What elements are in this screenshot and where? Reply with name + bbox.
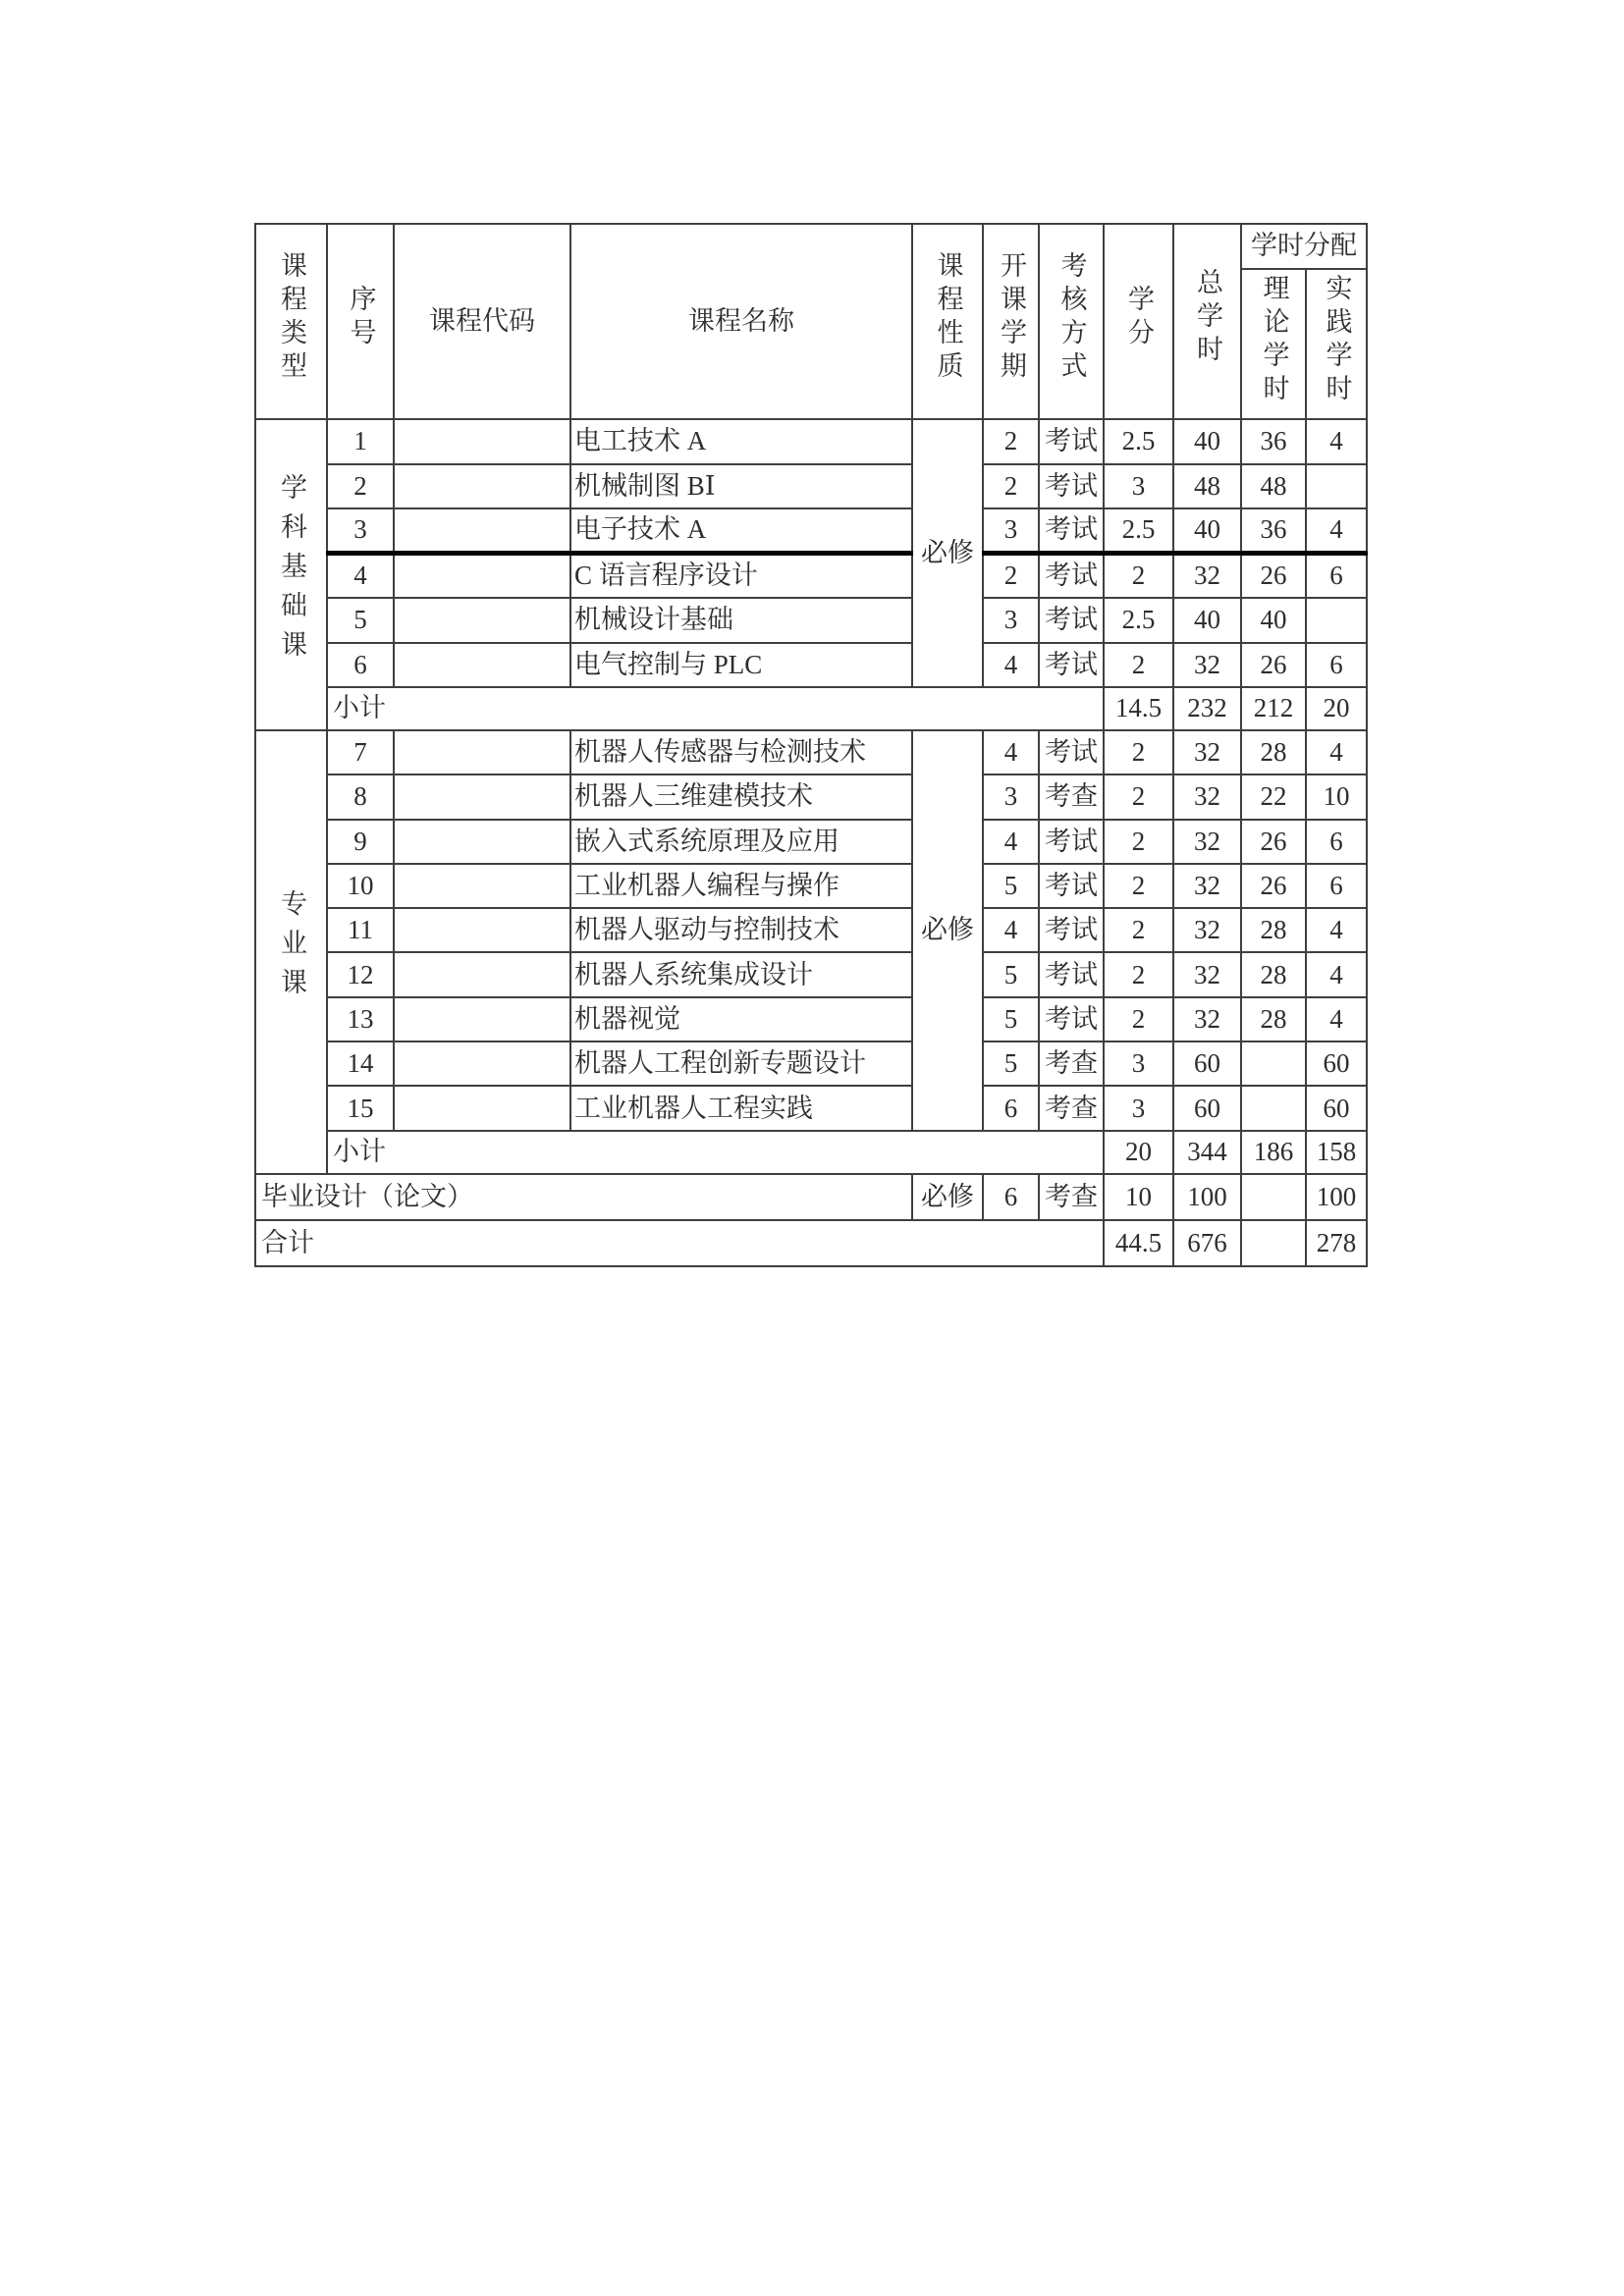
theory-cell [1241,1174,1306,1220]
course-row [255,997,1367,1041]
semester-cell: 3 [983,774,1039,819]
category-cell [255,730,327,1174]
total-cell: 48 [1173,464,1241,509]
semester-cell: 3 [983,508,1039,554]
practice-cell: 6 [1306,820,1367,864]
seq-cell: 9 [327,820,394,864]
credits-cell: 2 [1104,554,1173,599]
course-name-cell: 机械设计基础 [570,598,912,643]
subtotal-credits-cell: 14.5 [1104,687,1173,730]
semester-cell: 6 [983,1086,1039,1130]
theory-cell: 28 [1241,730,1306,774]
course-name-cell: 工业机器人工程实践 [570,1086,912,1130]
total-cell: 32 [1173,864,1241,908]
grand-total-label-cell: 合计 [255,1220,1104,1266]
course-code-cell [394,997,570,1041]
course-code-cell [394,1086,570,1130]
seq-cell: 12 [327,952,394,996]
course-row [255,1086,1367,1130]
practice-cell: 100 [1306,1174,1367,1220]
header-assessment [1039,224,1104,419]
subtotal-practice-cell: 158 [1306,1131,1367,1174]
total-cell: 32 [1173,820,1241,864]
header-seq [327,224,394,419]
course-row [255,730,1367,774]
theory-cell: 36 [1241,508,1306,554]
credits-cell: 2 [1104,643,1173,688]
assessment-cell: 考试 [1039,508,1104,554]
assessment-cell: 考试 [1039,554,1104,599]
subtotal-total-cell: 344 [1173,1131,1241,1174]
credits-cell: 3 [1104,1041,1173,1086]
practice-cell [1306,598,1367,643]
practice-cell: 6 [1306,864,1367,908]
table-header [255,224,1367,419]
total-cell: 40 [1173,508,1241,554]
total-cell: 60 [1173,1086,1241,1130]
course-row [255,864,1367,908]
theory-cell: 48 [1241,464,1306,509]
header-semester [983,224,1039,419]
header-course-type-text: 课程类型 [277,250,306,385]
practice-cell: 4 [1306,997,1367,1041]
course-name-cell: 电子技术 A [570,508,912,554]
theory-cell: 28 [1241,952,1306,996]
course-name-cell: 机械制图 BⅠ [570,464,912,509]
course-name-cell: C 语言程序设计 [570,554,912,599]
semester-cell: 4 [983,643,1039,688]
practice-cell: 60 [1306,1086,1367,1130]
total-cell: 32 [1173,554,1241,599]
course-name-cell: 机器人系统集成设计 [570,952,912,996]
course-code-cell [394,908,570,952]
seq-cell: 4 [327,554,394,599]
semester-cell: 5 [983,1041,1039,1086]
assessment-cell: 考试 [1039,820,1104,864]
credits-cell: 10 [1104,1174,1173,1220]
practice-cell: 10 [1306,774,1367,819]
assessment-cell: 考试 [1039,952,1104,996]
course-row [255,554,1367,599]
subtotal-credits-cell: 20 [1104,1131,1173,1174]
grand-total-credits-cell: 44.5 [1104,1220,1173,1266]
seq-cell: 5 [327,598,394,643]
credits-cell: 2 [1104,908,1173,952]
category-cell [255,419,327,730]
total-cell: 32 [1173,730,1241,774]
course-name-cell: 嵌入式系统原理及应用 [570,820,912,864]
course-row [255,774,1367,819]
theory-cell [1241,1086,1306,1130]
credits-cell: 2 [1104,997,1173,1041]
course-row [255,464,1367,509]
header-practice-hours-text: 实践学时 [1322,273,1352,407]
course-code-cell [394,419,570,464]
credits-cell: 2 [1104,864,1173,908]
course-code-cell [394,730,570,774]
theory-cell: 22 [1241,774,1306,819]
subtotal-row [255,1131,1367,1174]
credits-cell: 2.5 [1104,598,1173,643]
nature-cell: 必修 [912,730,983,1131]
subtotal-row [255,687,1367,730]
course-code-cell [394,1041,570,1086]
assessment-cell: 考试 [1039,643,1104,688]
category-cell-text: 专业课 [277,889,306,1008]
nature-cell: 必修 [912,419,983,687]
semester-cell: 6 [983,1174,1039,1220]
course-name-cell: 机器人驱动与控制技术 [570,908,912,952]
semester-cell: 2 [983,554,1039,599]
practice-cell: 60 [1306,1041,1367,1086]
course-code-cell [394,774,570,819]
seq-cell: 14 [327,1041,394,1086]
header-hours-allocation: 学时分配 [1241,224,1367,269]
header-total-hours [1173,224,1241,419]
header-total-hours-text: 总学时 [1193,267,1222,368]
total-cell: 40 [1173,419,1241,464]
practice-cell: 6 [1306,643,1367,688]
category-cell-text: 学科基础课 [277,472,306,669]
semester-cell: 5 [983,952,1039,996]
course-row [255,1041,1367,1086]
assessment-cell: 考试 [1039,730,1104,774]
seq-cell: 2 [327,464,394,509]
header-credits-text: 学分 [1124,284,1154,351]
seq-cell: 15 [327,1086,394,1130]
total-cell: 40 [1173,598,1241,643]
seq-cell: 11 [327,908,394,952]
header-practice-hours [1306,269,1367,419]
course-code-cell [394,464,570,509]
course-code-cell [394,643,570,688]
total-cell: 32 [1173,774,1241,819]
seq-cell: 10 [327,864,394,908]
assessment-cell: 考试 [1039,598,1104,643]
theory-cell: 36 [1241,419,1306,464]
practice-cell: 4 [1306,419,1367,464]
assessment-cell: 考试 [1039,464,1104,509]
header-course-nature-text: 课程性质 [933,250,963,385]
theory-cell: 28 [1241,908,1306,952]
seq-cell: 1 [327,419,394,464]
theory-cell: 40 [1241,598,1306,643]
credits-cell: 2 [1104,730,1173,774]
assessment-cell: 考试 [1039,908,1104,952]
course-name-cell: 机器人工程创新专题设计 [570,1041,912,1086]
semester-cell: 4 [983,820,1039,864]
total-cell: 32 [1173,997,1241,1041]
header-credits [1104,224,1173,419]
total-cell: 100 [1173,1174,1241,1220]
total-cell: 32 [1173,952,1241,996]
credits-cell: 2 [1104,820,1173,864]
credits-cell: 3 [1104,464,1173,509]
theory-cell: 28 [1241,997,1306,1041]
practice-cell: 4 [1306,508,1367,554]
header-theory-hours-text: 理论学时 [1259,273,1289,407]
header-course-nature [912,224,983,419]
header-row-top [255,224,1367,269]
practice-cell: 6 [1306,554,1367,599]
course-code-cell [394,598,570,643]
total-cell: 32 [1173,643,1241,688]
graduation-row [255,1174,1367,1220]
course-row [255,643,1367,688]
assessment-cell: 考试 [1039,864,1104,908]
course-name-cell: 工业机器人编程与操作 [570,864,912,908]
practice-cell: 4 [1306,730,1367,774]
practice-cell: 4 [1306,952,1367,996]
nature-cell: 必修 [912,1174,983,1220]
grand-total-practice-cell: 278 [1306,1220,1367,1266]
course-name-cell: 电气控制与 PLC [570,643,912,688]
header-semester-text: 开课学期 [997,250,1026,385]
theory-cell: 26 [1241,554,1306,599]
header-theory-hours [1241,269,1306,419]
header-seq-text: 序号 [346,284,376,351]
semester-cell: 5 [983,864,1039,908]
course-row [255,598,1367,643]
subtotal-practice-cell: 20 [1306,687,1367,730]
header-course-code: 课程代码 [394,224,570,419]
assessment-cell: 考查 [1039,774,1104,819]
credits-cell: 3 [1104,1086,1173,1130]
assessment-cell: 考查 [1039,1086,1104,1130]
semester-cell: 4 [983,730,1039,774]
seq-cell: 7 [327,730,394,774]
seq-cell: 8 [327,774,394,819]
semester-cell: 3 [983,598,1039,643]
semester-cell: 5 [983,997,1039,1041]
subtotal-total-cell: 232 [1173,687,1241,730]
course-name-cell: 机器人传感器与检测技术 [570,730,912,774]
credits-cell: 2.5 [1104,419,1173,464]
subtotal-theory-cell: 212 [1241,687,1306,730]
header-course-type [255,224,327,419]
course-code-cell [394,554,570,599]
course-name-cell: 机器视觉 [570,997,912,1041]
practice-cell [1306,464,1367,509]
practice-cell: 4 [1306,908,1367,952]
course-name-cell: 机器人三维建模技术 [570,774,912,819]
header-course-name: 课程名称 [570,224,912,419]
seq-cell: 13 [327,997,394,1041]
assessment-cell: 考试 [1039,419,1104,464]
course-row [255,419,1367,464]
course-row [255,820,1367,864]
total-cell: 32 [1173,908,1241,952]
seq-cell: 3 [327,508,394,554]
credits-cell: 2.5 [1104,508,1173,554]
header-assessment-text: 考核方式 [1056,250,1087,385]
assessment-cell: 考查 [1039,1041,1104,1086]
credits-cell: 2 [1104,774,1173,819]
curriculum-table [254,223,1368,1267]
graduation-name-cell: 毕业设计（论文） [255,1174,912,1220]
theory-cell [1241,1041,1306,1086]
course-code-cell [394,864,570,908]
grand-total-total-cell: 676 [1173,1220,1241,1266]
total-cell: 60 [1173,1041,1241,1086]
table-body [255,419,1367,1266]
course-name-cell: 电工技术 A [570,419,912,464]
grand-total-row [255,1220,1367,1266]
theory-cell: 26 [1241,820,1306,864]
subtotal-label-cell: 小计 [327,687,1104,730]
course-row [255,508,1367,554]
course-row [255,952,1367,996]
seq-cell: 6 [327,643,394,688]
credits-cell: 2 [1104,952,1173,996]
semester-cell: 2 [983,464,1039,509]
course-row [255,908,1367,952]
course-code-cell [394,820,570,864]
grand-total-theory-cell [1241,1220,1306,1266]
theory-cell: 26 [1241,864,1306,908]
semester-cell: 4 [983,908,1039,952]
theory-cell: 26 [1241,643,1306,688]
subtotal-theory-cell: 186 [1241,1131,1306,1174]
subtotal-label-cell: 小计 [327,1131,1104,1174]
assessment-cell: 考试 [1039,997,1104,1041]
course-code-cell [394,952,570,996]
assessment-cell: 考查 [1039,1174,1104,1220]
semester-cell: 2 [983,419,1039,464]
course-code-cell [394,508,570,554]
